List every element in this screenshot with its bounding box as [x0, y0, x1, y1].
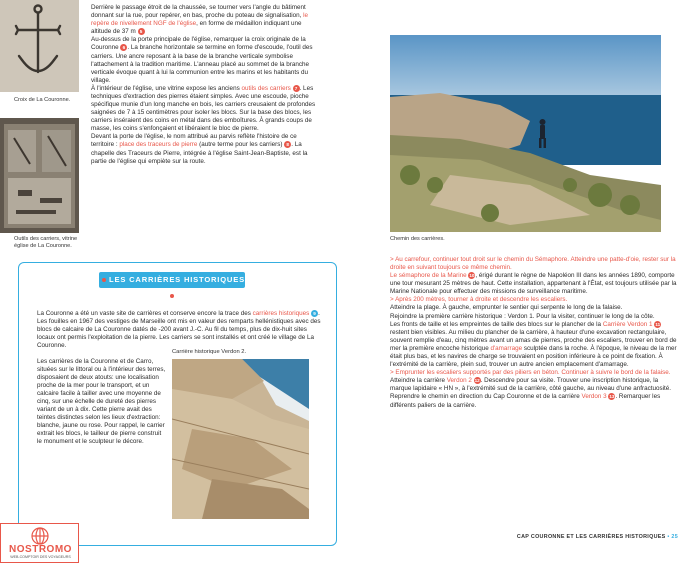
place-link: place des traceurs de pierre — [119, 141, 198, 149]
logo-name: NOSTROMO — [9, 544, 72, 555]
tools-photo — [0, 118, 79, 233]
logo-tagline: WEB-COMPTOIR DES VOYAGEURS — [10, 555, 71, 559]
right-main-text: > Au carrefour, continuer tout droit sur le chemin du Sémaphore. Atteindre une patte-d'oie, rester sur la droite en suivant toujours ce même chemin. Le sémaphore de la Marine 10, érigé durant le règne de Napoléon III dans les années 1890, comporte une tour mesurant 25 mètres de haut. Cette installation, appartenant à l'État, est toujours utilisée par la Marine Nationale pour effectuer des missions de surveillance maritime. > Après 200 mètres, tourner à droite et descendre les escaliers. Atteindre la plage. À gauche, emprunter le sentier qui serpente le long de la falaise. Rejoindre la première carrière historique : Verdon 1. Pour la visiter, continuer le long de la côte. Les fronts de taille et les empreintes de taille des blocs sur le plancher de la Carrière Verdon 1 11 restent bien visibles. Au milieu du plancher de la carrière, à hauteur d'une excavation rectangulaire, souvent remplie d'eau, cinq mètres avant un amas de pierres, proche des escaliers, trouver en bord de mer la première encoche historique d'amarrage sculptée dans la roche. À l'époque, le niveau de la mer était plus bas, et les navires de charge se trouvaient en position inférieure à ce point de fixation. À l'extrémité de la carrière, plein sud, trouver un autre ancien emplacement d'amarrage. > Emprunter les escaliers supportés par des piliers en béton. Continuer à suivre le bord de la falaise. Atteindre la carrière Verdon 2 12. Descendre pour sa visite. Trouver une inscription historique, la marque lapidaire « HN », à l'extrémité sud de la carrière, côté gauche, au niveau d'une anfractuosité. Reprendre le chemin en direction du Cap Couronne et de la carrière Verdon 3 13. Remarquer les différents paliers de la carrière. — [390, 256, 677, 409]
page-footer: CAP COURONNE ET LES CARRIÈRES HISTORIQUES • 25 — [516, 534, 678, 540]
badge-11: 11 — [655, 321, 661, 327]
semaphore-link: Le sémaphore de la Marine — [390, 272, 467, 280]
caption-croix: Croix de La Couronne. — [14, 97, 71, 103]
dot-icon — [102, 278, 106, 282]
badge-12: 12 — [474, 378, 480, 384]
amarrage-link: d'amarrage — [490, 344, 523, 352]
badge-10: 10 — [469, 273, 475, 279]
caption-verdon2: Carrière historique Verdon 2. — [172, 349, 247, 355]
box-intro: La Couronne a été un vaste site de carrières et conserve encore la trace des carrières historiques 9 . Les fouilles en 1967 des vestiges de Marseille ont mis en valeur des remparts hellénistiques avec des blocs de calcaire de La Couronne datés de -200 avant J.-C. Au fil du temps, plus de dix-huit sites locaux ont permis l'exploitation de la pierre. Les carriers se sont installés et ont créé le village de La Couronne. — [37, 310, 321, 350]
badge-6: 6 — [120, 44, 127, 51]
nostromo-logo — [0, 523, 79, 563]
ngf-link: le repère de nivellement NGF de l'église — [91, 12, 309, 28]
outils-link: outils des carriers — [241, 84, 291, 92]
verdon3-link: Verdon 3 — [581, 393, 607, 401]
caption-chemin: Chemin des carrières. — [390, 236, 445, 242]
badge-5: 5 — [138, 28, 145, 35]
box-body: Les carrières de la Couronne et de Carro, situées sur le littoral ou à l'intérieur des terres, disposaient de deux atouts: une localisation proche de la mer pour le transport, et un calcaire facile à tailler avec une moyenne de cinq, sur une échelle de dureté des pierres variant de un à dix. Cette pierre avait des teintes distinctes selon les lieux d'extraction: blanche, jaune ou rose. Pour rappel, le carrier extrait les blocs, le tailleur de pierre construit le monument et le sculpteur le décore. — [37, 358, 166, 446]
dot-icon — [170, 294, 174, 298]
left-main-text: Derrière le passage étroit de la chaussée, se tourner vers l'angle du bâtiment donnant sur la rue, pour repérer, en bas, proche du poteau de signalisation, le repère de nivellement NGF de l'église, en forme de médaillon indiquant une altitude de 37 m 5 Au-dessus de la porte principale de l'église, remarquer la croix originale de la Couronne 6 . La branche horizontale se termine en forme d'escoude, l'outil des carriers. Une ancre reposant à la base de la branche verticale symbolise l'attachement à la tradition maritime. L'anneau placé au sommet de la branche verticale évoque quant à lui la communion entre les marins et les habitants du village. À l'intérieur de l'église, une vitrine expose les anciens outils des carriers 7 . Les techniques d'extraction des pierres étaient simples. Avec une escoude, pioche spécifique munie d'un long manche en bois, les carriers creusaient de profondes saignées de 7 à 15 centimètres pour isoler les blocs. Sur la base des blocs, les carriers inséraient des coins en métal dans des emboîtures. À grands coups de masse, les coins s'enfonçaient et libéraient le bloc de pierre. Devant la porte de l'église, le nom attribué au parvis reflète l'histoire de ce territoire : place des traceurs de pierre (autre terme pour les carriers) 8 . La chapelle des Traceurs de Pierre, intégrée à l'église Saint-Jean-Baptiste, est la partie de l'église qui empiète sur la route. — [91, 4, 316, 165]
page-number: 25 — [671, 534, 678, 540]
box-title: LES CARRIÈRES HISTORIQUES — [99, 272, 245, 288]
running-head: CAP COURONNE ET LES CARRIÈRES HISTORIQUES — [516, 534, 666, 540]
badge-7: 7 — [293, 85, 300, 92]
caption-outils: Outils des carriers, vitrine église de La Couronne. — [14, 236, 78, 249]
path-photo — [390, 35, 661, 232]
carrieres-link: carrières historiques — [252, 310, 310, 318]
cross-photo — [0, 0, 79, 92]
verdon2-photo — [172, 359, 309, 519]
verdon2-link: Verdon 2 — [446, 377, 472, 385]
verdon1-link: Carrière Verdon 1 — [602, 320, 653, 328]
badge-9: 9 — [311, 310, 318, 317]
badge-8: 8 — [284, 141, 291, 148]
badge-13: 13 — [609, 394, 615, 400]
